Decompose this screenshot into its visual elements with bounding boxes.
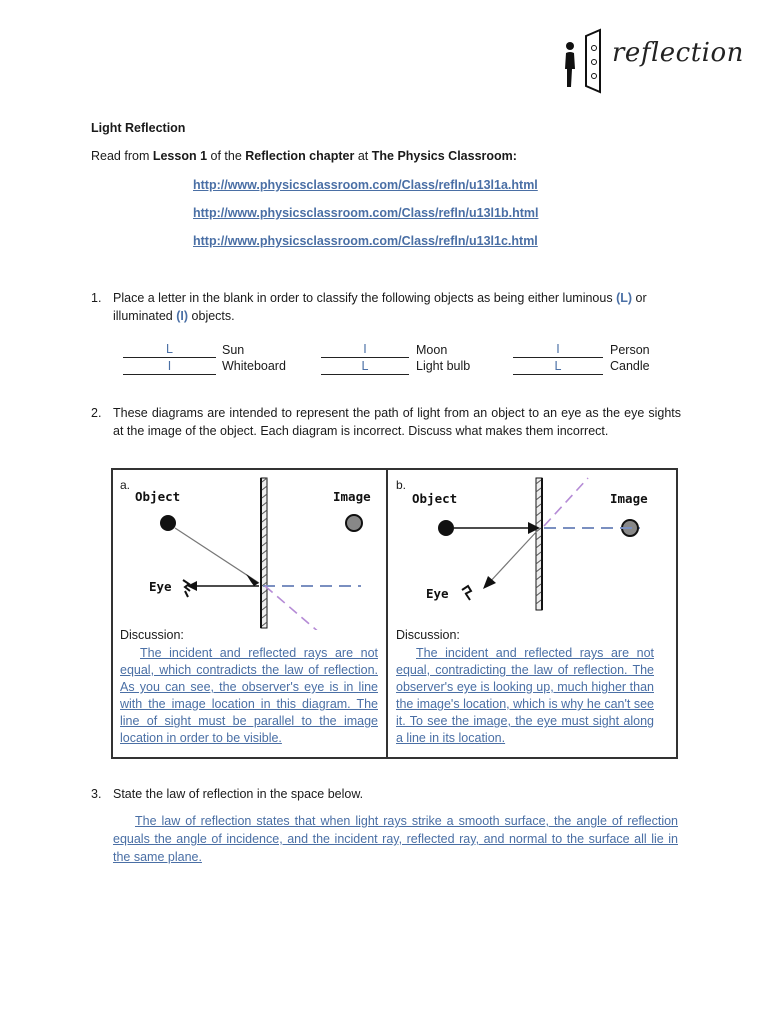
diagram-a-eye-icon (183, 580, 190, 597)
q1-label-sun: Sun (222, 343, 245, 357)
logo-wordmark: reflection (612, 38, 744, 68)
panel-a-discussion[interactable]: The incident and reflected rays are not equal, which contradicts the law of reflection. As you can see, the observer's eye is in line with the image location in this diagram. The line of sight must be parallel to the image location in order to be visible. (120, 646, 378, 745)
person-door-icon (556, 26, 612, 96)
diagram-b-eye-label: Eye (426, 586, 449, 601)
panel-a-letter: a. (120, 478, 131, 492)
panel-b-letter: b. (396, 478, 407, 492)
intro-lesson: Lesson 1 (152, 149, 208, 163)
q1-blank-light-bulb[interactable]: L (321, 359, 409, 375)
diagram-a-eye-label: Eye (149, 579, 172, 594)
reflection-logo (556, 26, 744, 96)
q1-label-light-bulb: Light bulb (416, 359, 471, 373)
q1-or-illuminated: or illuminated (113, 291, 647, 323)
diagram-b-object-label: Object (412, 491, 458, 506)
diagram-a-image-label: Image (333, 489, 371, 504)
diagram-a-figure (113, 470, 386, 630)
panel-a-discussion-label: Discussion: (120, 628, 184, 642)
question-2-text: These diagrams are intended to represent the path of light from an object to an eye as the eye sights at the image of the object. Each diagram is incorrect. Discuss what makes them incorrect. (113, 406, 681, 438)
question-1 (91, 289, 681, 325)
intro-site: The Physics Classroom: (371, 149, 517, 163)
page-title: Light Reflection (91, 121, 186, 135)
panel-b-discussion-label: Discussion: (396, 628, 460, 642)
intro-read-from: Read from (91, 149, 150, 163)
intro-line (91, 149, 517, 163)
diagram-b-eye-icon (462, 586, 471, 600)
q1-blank-moon[interactable]: I (321, 342, 409, 358)
question-2 (91, 404, 681, 440)
diagram-a-object-dot (160, 515, 176, 531)
question-1-text (113, 289, 681, 325)
q1-illuminated-code: (I) (176, 309, 189, 323)
law-of-reflection-answer[interactable]: The law of reflection states that when light rays strike a smooth surface, the angle of reflection equals the angle of incidence, and the incident ray, reflected ray, and normal to the surface all lie in the same plane. (113, 814, 678, 864)
q1-label-whiteboard: Whiteboard (222, 359, 286, 373)
diagram-box (111, 468, 678, 759)
intro-at: at (357, 149, 369, 163)
panel-b-discussion[interactable]: The incident and reflected rays are not equal, contradicting the law of reflection. The observer's eye is looking up, much higher than the image's location, which is why he can't see it. To see the image, the eye must sight along a line in its location. (396, 646, 654, 745)
diagram-b-figure (388, 470, 676, 630)
q1-label-person: Person (610, 343, 650, 357)
diagram-a-object-label: Object (135, 489, 181, 504)
q1-blank-sun[interactable]: L (123, 342, 216, 358)
question-3-number: 3. (91, 787, 102, 801)
q1-text-a: Place a letter in the blank in order to classify the following objects as being either luminous (113, 291, 613, 305)
diagram-a-image-dot (346, 515, 362, 531)
question-3 (91, 785, 681, 803)
q1-label-candle: Candle (610, 359, 650, 373)
diagram-panel-b (388, 470, 676, 757)
q1-label-moon: Moon (416, 343, 448, 357)
diagram-b-object-dot (438, 520, 454, 536)
diagram-b-image-label: Image (610, 491, 648, 506)
q1-blank-whiteboard[interactable]: I (123, 359, 216, 375)
lesson-link-c[interactable]: http://www.physicsclassroom.com/Class/refln/u13l1c.html (193, 234, 538, 248)
lesson-link-a[interactable]: http://www.physicsclassroom.com/Class/refln/u13l1a.html (193, 178, 538, 192)
question-1-number: 1. (91, 291, 102, 305)
intro-of-the: of the (210, 149, 242, 163)
diagram-panel-a (113, 470, 386, 757)
q1-objects: objects. (191, 309, 235, 323)
q1-blank-person[interactable]: I (513, 342, 603, 358)
lesson-link-b[interactable]: http://www.physicsclassroom.com/Class/refln/u13l1b.html (193, 206, 539, 220)
q1-luminous-code: (L) (616, 291, 633, 305)
question-3-text: State the law of reflection in the space below. (113, 787, 364, 801)
question-2-number: 2. (91, 406, 102, 420)
intro-chapter: Reflection chapter (245, 149, 355, 163)
q1-blank-candle[interactable]: L (513, 359, 603, 375)
